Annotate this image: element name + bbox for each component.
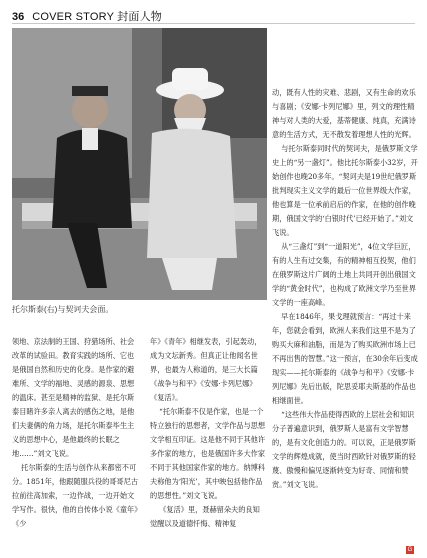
column-2: 年》《青年》相继发表，引起轰动，成为文坛新秀。但真正让他闻名世界，也最为人称道的，是三大长篇《战争与和平》《安娜·卡列尼娜》《复活》。 “托尔斯泰不仅是作家，也是一个特立独行的思想者，文学作品与思想文学相互印证。这是他不同于其他许多作家的地方，也是俄国许多大作家不同于其他国家作家的地方。纳博科夫称他为‘阳光’，其中映包括他作品的思想性。”刘文飞说。 《复活》里，聂赫留朵夫的良知觉醒以及道德忏悔、精神复 bbox=[150, 337, 266, 528]
column-right-top: 动，既有人性的灾难、悲剧，又有生命的欢乐与喜剧；《安娜·卡列尼娜》里，列文的理性精神与对人类的大爱，基蒂健康、纯真，充满诗意的生活方式，无不散发着理想人性的光辉。 与托尔斯泰同时代的契诃夫，是俄罗斯文学史上的“另一盏灯”。他比托尔斯泰小32岁，开始创作也晚20多年。“契诃夫是19世纪俄罗斯批判现实主义文学的最后一位世界级大作家，他也算是一位承前启后的作家，在他的创作晚期，俄国文学的‘白银时代’已经开始了。”刘文飞说。 从“三盏灯”到“一道阳光”，4位文学巨匠，有的人生有过交集，有的精神相互投契，他们在俄罗斯这片广阔的土地上共同开创出俄国文学的“黄金时代”，也构成了欧洲文学乃至世界文学的一座高峰。 早在1846年，果戈理就预言：“再过十来年，您就会看到，欧洲人来我们这里不是为了购买大麻和油脂，而是为了购买欧洲市场上已不再出售的智慧。”这一预言，在30余年后变成现实——托尔斯泰的《战争与和平》《安娜·卡列尼娜》先后出版，陀思妥耶夫斯基的作品也相继面世。 “这些伟大作品使得西欧的上层社会和知识分子普遍意识到，俄罗斯人是富有文学智慧的，是有文化创造力的。可以说，正是俄罗斯文学的辉煌成就，使当时西欧针对俄罗斯的轻蔑、傲慢和偏见逐渐转变为好奇、同情和赞赏。”刘文飞说。 bbox=[272, 88, 418, 489]
header-divider bbox=[12, 23, 415, 24]
column-1: 领地、京法制的王国、狩猎场所、社会改革的试验田。教育实践的场所、它也是俄国自然和历史的化身。是作家的避难所、文学的福地、灵感的源泉、思想的温床。甚至是精神的监狱、是托尔斯泰目睹许多亲人离去的感伤之地，是他们夫妻俩的角力场，是托尔斯泰毕生主义的思想中心，是他最终的长眠之地……”刘文飞说。 托尔斯泰的生活与创作从来都密不可分。1851年，他跟随服兵役的哥哥尼古拉前往高加索，一边作战，一边开始文学写作。很快，他的自传体小说《童年》《少 bbox=[12, 337, 139, 528]
page-header bbox=[12, 8, 162, 24]
section-title: COVER STORY 封面人物 bbox=[32, 11, 162, 23]
photo-caption: 托尔斯泰(右)与契诃夫会面。 bbox=[12, 305, 114, 314]
end-mark-badge: G bbox=[407, 547, 413, 553]
photo-illustration bbox=[12, 28, 267, 300]
page-number: 36 bbox=[12, 11, 25, 23]
historical-photo bbox=[12, 28, 267, 300]
